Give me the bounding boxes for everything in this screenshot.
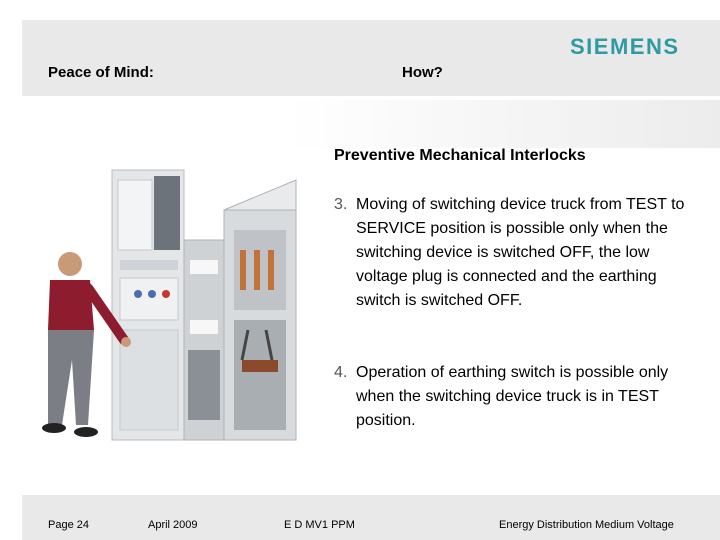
footer-page: Page 24 bbox=[48, 519, 89, 531]
cabinet-window bbox=[154, 176, 180, 250]
operator-shoe bbox=[42, 423, 66, 433]
cabinet-strip bbox=[120, 260, 178, 270]
list-item-number: 4. bbox=[334, 364, 348, 381]
list-item-text: Operation of earthing switch is possible only when the switching device truck is in TEST position. bbox=[356, 364, 669, 429]
copper-busbar bbox=[254, 250, 260, 290]
busbar-insulator bbox=[190, 260, 218, 274]
footer-department: E D MV1 PPM bbox=[284, 519, 355, 531]
switchgear-operator-illustration bbox=[28, 160, 318, 450]
header-subtitle: How? bbox=[402, 64, 443, 81]
list-item-4 bbox=[334, 361, 694, 433]
footer-band bbox=[22, 495, 720, 540]
operator-shoe bbox=[74, 427, 98, 437]
open-roof-flap bbox=[224, 180, 296, 210]
list-item-number: 3. bbox=[334, 196, 348, 213]
switching-truck bbox=[188, 350, 220, 420]
header-title: Peace of Mind: bbox=[48, 64, 154, 81]
footer-division: Energy Distribution Medium Voltage bbox=[499, 519, 674, 531]
cable-terminal bbox=[242, 360, 278, 372]
section-title: Preventive Mechanical Interlocks bbox=[334, 147, 586, 164]
operator-trousers bbox=[48, 330, 94, 425]
list-item-text: Moving of switching device truck from TEST to SERVICE position is possible only when the switching device is switched OFF, the low voltage plug is connected and the earthing switch is switched OFF. bbox=[356, 196, 685, 309]
control-panel bbox=[120, 278, 178, 320]
cabinet-panel bbox=[118, 180, 152, 250]
copper-busbar bbox=[268, 250, 274, 290]
cable-compartment bbox=[234, 320, 286, 430]
footer-date: April 2009 bbox=[148, 519, 198, 531]
list-item-3 bbox=[334, 193, 694, 313]
operator-hand bbox=[121, 337, 131, 347]
copper-busbar bbox=[240, 250, 246, 290]
siemens-logo: SIEMENS bbox=[570, 34, 680, 59]
control-button-icon bbox=[162, 290, 170, 298]
busbar-insulator bbox=[190, 320, 218, 334]
content-band bbox=[0, 100, 720, 148]
control-button-icon bbox=[134, 290, 142, 298]
operator-head bbox=[58, 252, 82, 276]
control-button-icon bbox=[148, 290, 156, 298]
